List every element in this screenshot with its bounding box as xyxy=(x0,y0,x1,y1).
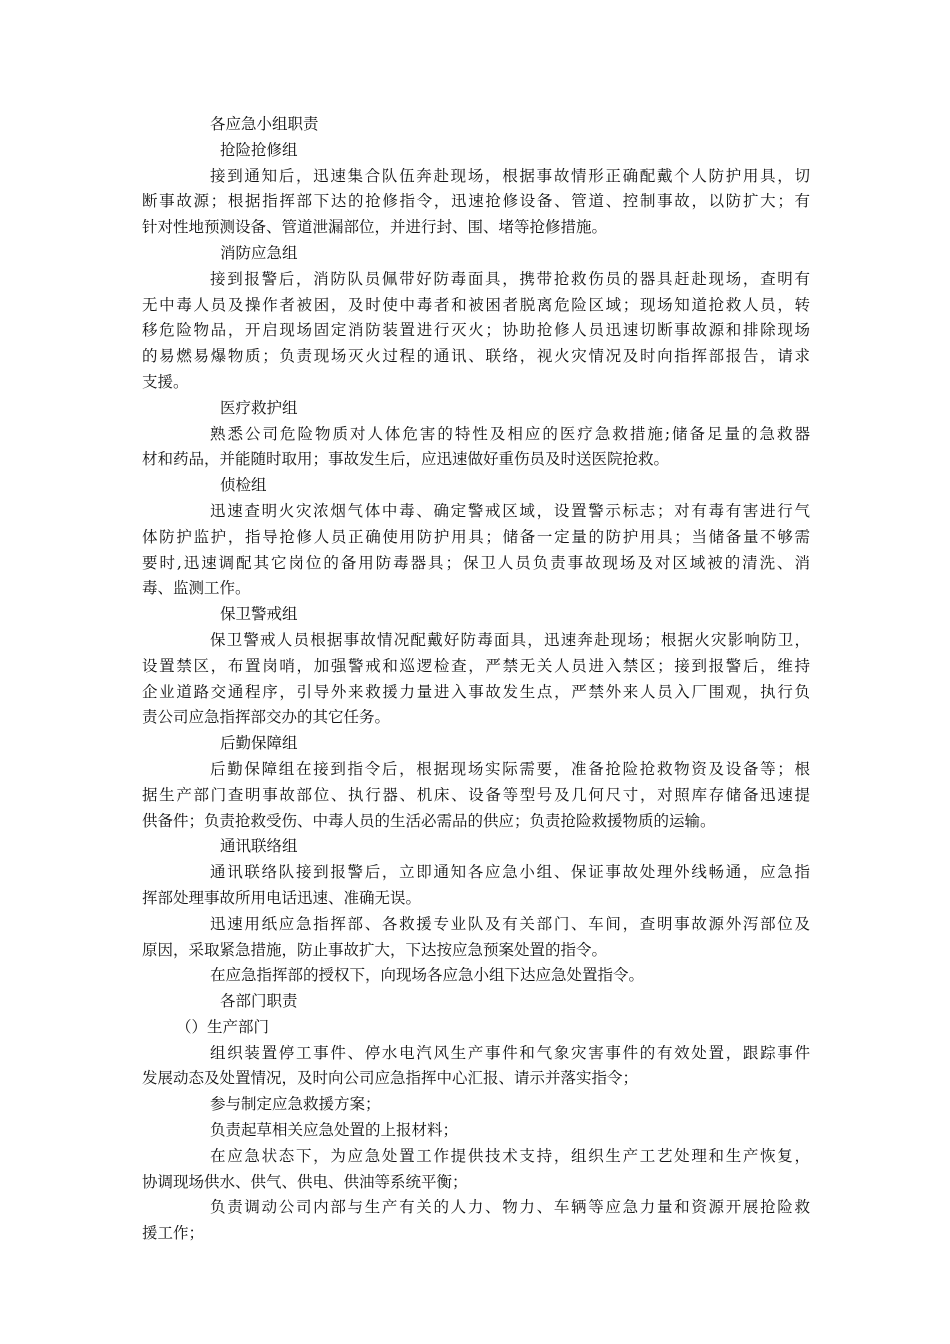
heading-departments: 各部门职责 xyxy=(220,992,298,1011)
heading-rescue: 抢险抢修组 xyxy=(220,140,298,159)
document-page xyxy=(142,112,810,1247)
paragraph-security xyxy=(142,628,810,731)
text-line: 供备件；负责抢救受伤、中毒人员的生活必需品的供应；负责抢险救援物质的运输。 xyxy=(142,811,716,830)
paragraph-medical xyxy=(142,422,810,474)
text-line: 支援。 xyxy=(142,372,189,391)
heading-security: 保卫警戒组 xyxy=(220,605,298,624)
paragraph-comms-1 xyxy=(142,860,810,912)
heading-comms: 通讯联络组 xyxy=(220,837,298,856)
paragraph-dept-5 xyxy=(142,1195,810,1247)
text-line: 据生产部门查明事故部位、执行器、机床、设备等型号及几何尺寸，对照库存储备迅速提 xyxy=(142,785,810,804)
page-title: 各应急小组职责 xyxy=(210,115,319,133)
text-line: 援工作； xyxy=(142,1224,205,1243)
heading-medical: 医疗救护组 xyxy=(220,398,298,417)
text-line: 无中毒人员及操作者被困，及时使中毒者和被困者脱离危险区域；现场知道抢救人员，转 xyxy=(142,295,810,314)
text-line: 毒、监测工作。 xyxy=(142,579,251,598)
text-line: 移危险物品，开启现场固定消防装置进行灭火；协助抢修人员迅速切断事故源和排除现场 xyxy=(142,321,810,340)
heading-logistics: 后勤保障组 xyxy=(220,734,298,753)
text-line: 组织装置停工事件、停水电汽风生产事件和气象灾害事件的有效处置，跟踪事件 xyxy=(210,1043,810,1062)
text-line: 迅速查明火灾浓烟气体中毒、确定警戒区域，设置警示标志；对有毒有害进行气 xyxy=(210,501,810,520)
text-line: 针对性地预测设备、管道泄漏部位，并进行封、围、堵等抢修措施。 xyxy=(142,218,608,237)
paragraph-comms-3: 在应急指挥部的授权下，向现场各应急小组下达应急处置指令。 xyxy=(210,966,645,985)
paragraph-dept-4 xyxy=(142,1144,810,1196)
text-line: 责公司应急指挥部交办的其它任务。 xyxy=(142,708,391,727)
heading-detect: 侦检组 xyxy=(220,476,267,495)
text-line: 设置禁区，布置岗哨，加强警戒和巡逻检查，严禁无关人员进入禁区；接到报警后，维持 xyxy=(142,656,810,675)
text-line: 企业道路交通程序，引导外来救援力量进入事故发生点，严禁外来人员入厂围观，执行负 xyxy=(142,682,810,701)
paragraph-comms-2 xyxy=(142,912,810,964)
text-line: 原因，采取紧急措施，防止事故扩大，下达按应急预案处置的指令。 xyxy=(142,940,608,959)
paragraph-dept-1 xyxy=(142,1041,810,1093)
heading-fire: 消防应急组 xyxy=(220,243,298,262)
text-line: 负责调动公司内部与生产有关的人力、物力、车辆等应急力量和资源开展抢险救 xyxy=(210,1198,810,1217)
paragraph-detect xyxy=(142,499,810,602)
text-line: 断事故源；根据指挥部下达的抢修指令，迅速抢修设备、管道、控制事故，以防扩大；有 xyxy=(142,192,810,211)
text-line: 后勤保障组在接到指令后，根据现场实际需要，准备抢险抢救物资及设备等；根 xyxy=(210,759,810,778)
text-line: 保卫警戒人员根据事故情况配戴好防毒面具，迅速奔赴现场；根据火灾影响防卫， xyxy=(210,630,810,649)
text-line: 的易燃易爆物质；负责现场灭火过程的通讯、联络，视火灾情况及时向指挥部报告，请求 xyxy=(142,347,810,366)
text-line: 在应急状态下，为应急处置工作提供技术支持，组织生产工艺处理和生产恢复， xyxy=(210,1146,810,1165)
paragraph-logistics xyxy=(142,757,810,834)
text-line: 体防护监护，指导抢修人员正确使用防护用具；储备一定量的防护用具；当储备量不够需 xyxy=(142,527,810,546)
text-line: 要时,迅速调配其它岗位的备用防毒器具；保卫人员负责事故现场及对区域被的清洗、消 xyxy=(142,553,810,572)
text-line: 熟悉公司危险物质对人体危害的特性及相应的医疗急救措施;储备足量的急救器 xyxy=(210,424,810,443)
text-line: 协调现场供水、供气、供电、供油等系统平衡； xyxy=(142,1172,468,1191)
paragraph-dept-3: 负责起草相关应急处置的上报材料； xyxy=(210,1121,459,1140)
text-line: 通讯联络队接到报警后，立即通知各应急小组、保证事故处理外线畅通，应急指 xyxy=(210,863,810,882)
text-line: 发展动态及处置情况，及时向公司应急指挥中心汇报、请示并落实指令； xyxy=(142,1069,639,1088)
paragraph-rescue xyxy=(142,164,810,241)
text-line: 挥部处理事故所用电话迅速、准确无误。 xyxy=(142,888,422,907)
subheading-production-dept: （）生产部门 xyxy=(176,1017,270,1036)
text-line: 材和药品，并能随时取用；事故发生后，应迅速做好重伤员及时送医院抢救。 xyxy=(142,450,670,469)
text-line: 迅速用纸应急指挥部、各救援专业队及有关部门、车间，查明事故源外泻部位及 xyxy=(210,914,810,933)
text-line: 接到通知后，迅速集合队伍奔赴现场，根据事故情形正确配戴个人防护用具，切 xyxy=(210,166,810,185)
paragraph-fire xyxy=(142,267,810,396)
paragraph-dept-2: 参与制定应急救援方案； xyxy=(210,1095,381,1114)
text-line: 接到报警后，消防队员佩带好防毒面具，携带抢救伤员的器具赶赴现场，查明有 xyxy=(210,269,810,288)
